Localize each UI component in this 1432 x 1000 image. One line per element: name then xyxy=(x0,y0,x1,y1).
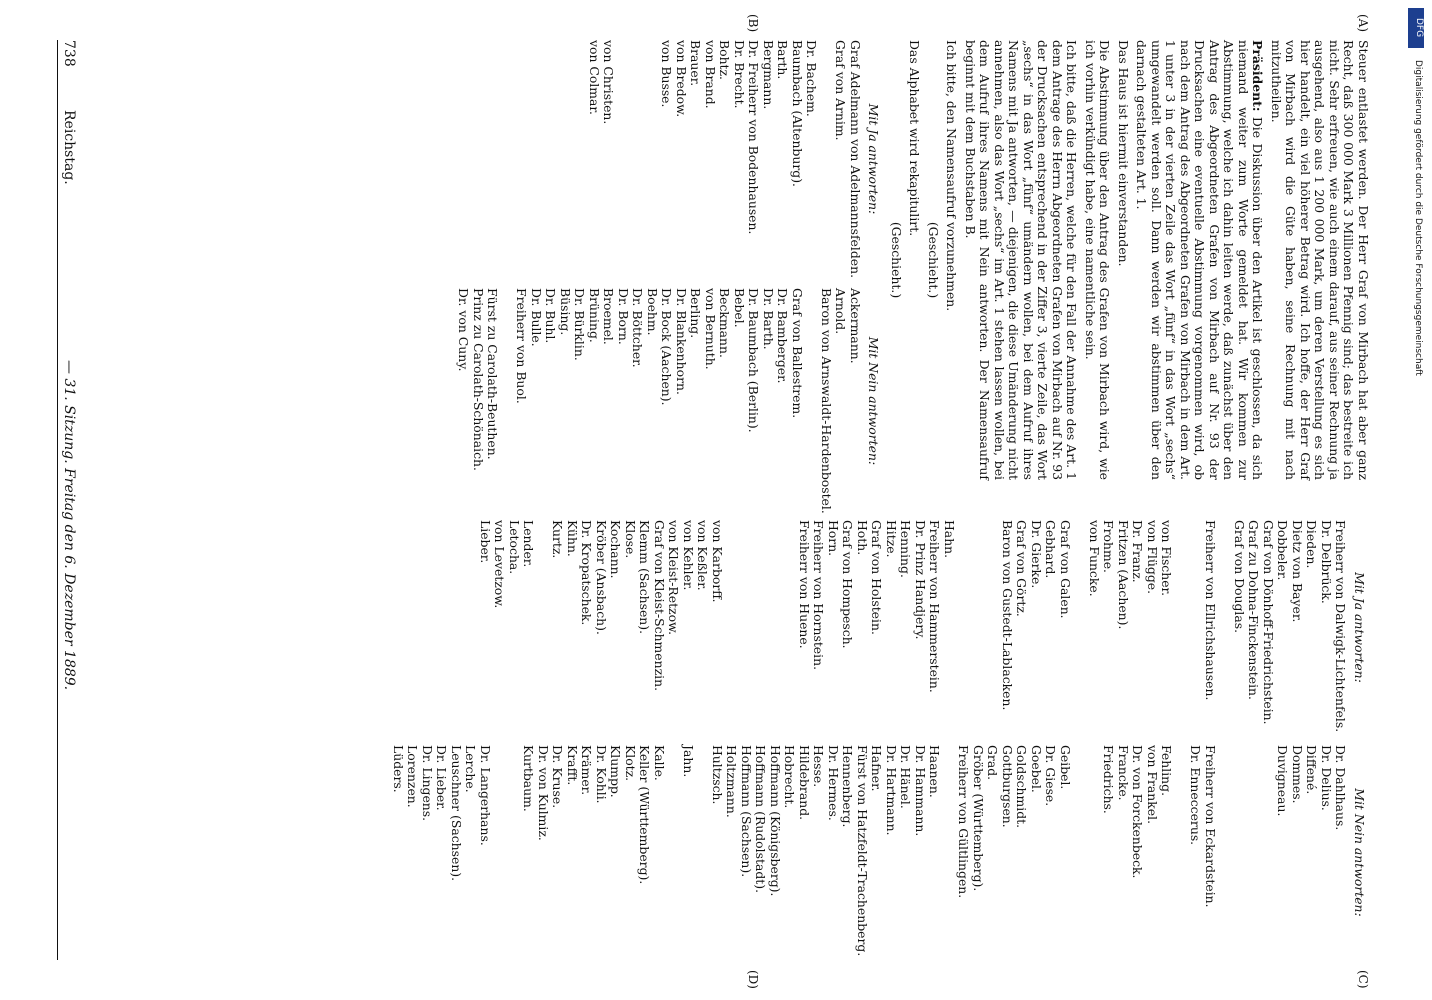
member-name: Krafft. xyxy=(565,745,580,786)
member-name: Dr. Prinz Handjery. xyxy=(913,520,928,640)
nein-list-left xyxy=(456,288,885,514)
member-name: Hildebrand. xyxy=(797,745,812,821)
member-name: Kurtbaum. xyxy=(521,745,537,812)
member-name: Francke. xyxy=(1116,745,1131,801)
member-name: Hoffmann (Rudolstadt). xyxy=(753,745,769,894)
member-name xyxy=(1174,745,1189,960)
member-name: Dr. Hänel. xyxy=(898,745,914,809)
member-name: Dr. Giese. xyxy=(1043,745,1059,807)
member-name: Letocha. xyxy=(507,520,522,575)
member-name: Gottburgsen. xyxy=(1000,745,1015,828)
member-name: Beckmann. xyxy=(717,288,733,358)
member-name: Dr. Delbrück. xyxy=(1319,520,1334,604)
member-name: Dr. Bulle. xyxy=(529,288,544,347)
nein-list-right xyxy=(391,745,1371,960)
member-name xyxy=(971,520,986,735)
nein-label: Mit Nein antworten: xyxy=(1352,788,1367,917)
member-name: Graf von Arnim. xyxy=(833,40,849,141)
member-name xyxy=(1072,745,1087,960)
member-name: Geibel. xyxy=(1058,745,1073,790)
member-name: Hennenberg. xyxy=(840,745,856,828)
member-name: Dr. Barth. xyxy=(761,288,776,350)
member-name xyxy=(492,745,507,960)
member-name: Keller (Württemberg). xyxy=(637,745,653,885)
member-name: Graf von Ballestrem. xyxy=(790,288,805,419)
member-name: Klumpp. xyxy=(608,745,624,798)
member-name: Graf von Douglas. xyxy=(1232,520,1247,634)
member-name: Dr. Bürklin. xyxy=(572,288,588,361)
member-name: Dr. Dahlhaus. xyxy=(1333,745,1349,831)
member-name: Jahn. xyxy=(681,745,696,778)
member-name: Hoth. xyxy=(855,520,870,556)
member-name: Dr. Born. xyxy=(616,288,631,345)
member-name: Graf zu Dohna-Finckenstein. xyxy=(1246,520,1262,700)
member-name xyxy=(500,288,515,514)
member-name: Fehling. xyxy=(1159,745,1175,797)
member-name: Goebel. xyxy=(1029,745,1044,793)
member-name: Dr. Kohli. xyxy=(594,745,609,804)
right-column xyxy=(100,520,1370,989)
member-name: Baron von Arnswaldt-Hardenbostel. xyxy=(819,288,834,514)
page-number: 738 xyxy=(61,40,77,67)
member-name: Graf von Galen. xyxy=(1058,520,1073,619)
member-name: Lender. xyxy=(521,520,537,568)
member-name: von Christen. xyxy=(601,40,617,125)
page-header xyxy=(57,40,80,960)
member-name xyxy=(753,520,768,735)
member-name: Dr. Delius. xyxy=(1319,745,1334,811)
member-name: Dr. Buhl. xyxy=(543,288,559,344)
header-session: — 31. Sitzung. Freitag den 6. Dezember 1889. xyxy=(61,360,77,691)
member-name: Grad. xyxy=(985,745,1001,781)
member-name: Freiherr von Dalwigk-Lichtenfels. xyxy=(1333,520,1349,733)
member-name: Prinz zu Carolath-Schönaich. xyxy=(471,288,486,471)
member-name xyxy=(804,288,819,514)
member-name: Klotz. xyxy=(623,745,638,782)
member-name: Fürst von Hatzfeldt-Trachenberg. xyxy=(855,745,870,957)
member-name: von Kehler. xyxy=(681,520,696,591)
member-name: Dr. Langerhans. xyxy=(478,745,493,846)
member-name: Horn. xyxy=(826,520,841,557)
member-name: von Bredow. xyxy=(674,40,689,118)
member-name: Gebhard. xyxy=(1043,520,1059,579)
member-name: Graf Adelmann von Adelmannsfelden. xyxy=(848,40,863,279)
ja-list-left xyxy=(456,40,885,278)
member-name: von Brand. xyxy=(703,40,718,109)
member-name: Krämer. xyxy=(579,745,595,796)
member-name: Dr. Enneccerus. xyxy=(1188,745,1204,846)
ja-label: Mit Ja antworten: xyxy=(1352,572,1367,683)
member-name: von Busse. xyxy=(659,40,675,108)
member-name: Holtzmann. xyxy=(724,745,740,818)
member-name: Ackermann. xyxy=(848,288,863,364)
member-name xyxy=(536,520,551,735)
member-name: Dieden. xyxy=(1304,520,1320,569)
member-name xyxy=(1174,520,1189,735)
president-label: Präsident: xyxy=(1250,40,1266,112)
header-title: Reichstag. xyxy=(61,110,77,185)
member-name: Graf von Görtz. xyxy=(1014,520,1030,617)
margin-mark-b: (B) xyxy=(746,14,760,33)
rollcall-paragraph: Ich bitte, den Namensaufruf vorzunehmen. xyxy=(944,40,960,312)
member-name: Goldschmidt. xyxy=(1014,745,1030,829)
vote-lists-left xyxy=(456,40,885,514)
member-name xyxy=(1217,520,1232,735)
member-name: Dr. Hammann. xyxy=(913,745,928,837)
member-name: Dr. Hermes. xyxy=(826,745,841,821)
vote-paragraph: Die Abstimmung über den Antrag des Grafen von Mirbach wird, wie ich vorhin verkündigt habe, eine namentliche sein. xyxy=(1083,40,1113,480)
member-name: Bohtz. xyxy=(717,40,733,80)
member-name xyxy=(695,745,710,960)
house-agrees: Das Haus ist hiermit einverstanden. xyxy=(1116,40,1131,267)
member-name xyxy=(507,745,522,960)
member-name: Dr. Bachem. xyxy=(804,40,820,117)
member-name: von Kleist-Retzow. xyxy=(666,520,682,636)
alphabet-paragraph: Das Alphabet wird rekapitulirt. xyxy=(907,40,923,237)
member-name: Dr. Freiherr von Bodenhausen. xyxy=(746,40,762,235)
margin-mark-c: (C) xyxy=(1356,970,1370,989)
member-name xyxy=(645,40,660,278)
member-name: Kühn. xyxy=(565,520,580,557)
ja-list-right xyxy=(391,520,1371,735)
member-name xyxy=(724,520,739,735)
member-name: Leuschner (Sachsen). xyxy=(449,745,464,882)
member-name xyxy=(1087,745,1102,960)
member-name: Freiherr von Hornstein. xyxy=(811,520,827,671)
member-name: Freiherr von Ellrichshausen. xyxy=(1203,520,1218,701)
nein-label: Mit Nein antworten: xyxy=(866,336,882,466)
member-name xyxy=(782,520,797,735)
member-name: Dietz von Bayer. xyxy=(1290,520,1305,623)
member-name: von Fischer. xyxy=(1159,520,1175,597)
member-name: Berling. xyxy=(688,288,704,339)
member-name: Hafner. xyxy=(869,745,885,792)
member-name: Büsing. xyxy=(558,288,573,336)
member-name: von Bernuth. xyxy=(703,288,718,370)
member-name xyxy=(1246,745,1261,960)
member-name: Dr. Kruse. xyxy=(550,745,566,809)
member-name: Boehm. xyxy=(645,288,660,336)
member-name xyxy=(1188,520,1203,735)
member-name: Graf von Kleist-Schmenzin. xyxy=(652,520,667,692)
member-name: Dr. Lieber. xyxy=(434,745,450,811)
member-name: Hultzsch. xyxy=(710,745,725,805)
member-name: Kurtz. xyxy=(550,520,566,559)
instruction-paragraph: Ich bitte, daß die Herren, welche für den Fall der Annahme des Art. 1 dem Antrage des Herrn Abgeordneten Grafen von Mirbach auf Nr. 93 der Drucksachen entsprechend in der Ziffer 3, vierte Zeile, das Wort „sechs“ in das Wort „fünf“ umändern wollen, bei dem Aufruf ihres Namens mit Ja antworten, — diejenigen, die diese Umänderung nicht annehmen, also das Wort „sechs“ im Art. 1 stehen lassen wollen, bei dem Aufruf ihres Namens mit Nein antworten. Der Namensaufruf beginnt mit dem Buchstaben B. xyxy=(963,40,1080,480)
member-name: Freiherr von Eckardstein. xyxy=(1203,745,1218,908)
member-name xyxy=(739,520,754,735)
geschieht-note: (Geschieht.) xyxy=(926,221,941,299)
member-name: Lerche. xyxy=(463,745,479,793)
member-name: Dr. Baumbach (Berlin). xyxy=(746,288,762,433)
member-name: Bebel. xyxy=(732,288,747,328)
member-name: von Flügge. xyxy=(1145,520,1160,595)
member-name xyxy=(1217,745,1232,960)
dfg-logo: DFG xyxy=(1408,8,1424,48)
member-name: Freiherr von Huene. xyxy=(797,520,812,649)
member-name: Dr. Gierke. xyxy=(1029,520,1044,589)
member-name: Hesse. xyxy=(811,745,827,788)
member-name: Bergmann. xyxy=(761,40,776,110)
member-name: Duvigneau. xyxy=(1275,745,1291,817)
member-name: Kalle. xyxy=(652,745,667,781)
member-name: von Levetzow. xyxy=(492,520,508,609)
member-name: Dr. von Forckenbeck. xyxy=(1130,745,1146,879)
left-column xyxy=(100,14,1371,514)
member-name: Lieber. xyxy=(478,520,493,564)
member-name: Dr. Böttcher. xyxy=(630,288,646,368)
dfg-funding-note: Digitalisierung gefördert durch die Deutsche Forschungsgemeinschaft xyxy=(1413,60,1423,376)
member-name: von Keßler. xyxy=(695,520,711,591)
member-name: Dr. Bock (Aachen). xyxy=(659,288,675,406)
member-name xyxy=(819,40,834,278)
margin-mark-a: (A) xyxy=(1356,14,1370,33)
member-name: von Funcke. xyxy=(1087,520,1102,597)
member-name xyxy=(616,40,631,278)
member-name: Baron von Gustedt-Lablacken. xyxy=(1000,520,1015,711)
member-name: von Frankel. xyxy=(1145,745,1160,825)
margin-mark-d: (D) xyxy=(746,970,760,989)
member-name: Fritzen (Aachen). xyxy=(1116,520,1131,630)
member-name: von Colmar. xyxy=(587,40,602,115)
member-name: Graf von Hompesch. xyxy=(840,520,856,649)
speech-paragraph: Steuer entlastet werden. Der Herr Graf von Mirbach hat aber ganz Recht, daß 300 000 Mark 3 Millionen Pfennig sind; das bestreite ich nicht. Sehr erfreuen, wie auch einem darauf, aus seiner Rechnung ja ausgehend, also aus 1 200 000 Mark, um deren Verstellung es sich hier handelt, ein viel höherer Betrag wird. Ich hoffe, der Herr Graf von Mirbach wird die Güte haben, seine Rechnung mit nach mitzutheilen. xyxy=(1269,40,1371,480)
member-name xyxy=(956,520,971,735)
member-name: Hobrecht. xyxy=(782,745,798,809)
member-name: Dr. Brecht. xyxy=(732,40,747,109)
member-name: Hoffmann (Königsberg). xyxy=(768,745,783,897)
member-name: von Karborff. xyxy=(710,520,725,603)
member-name: Freiherr von Buol. xyxy=(514,288,530,404)
member-name xyxy=(942,745,957,960)
member-name: Graf von Holstein. xyxy=(869,520,885,635)
member-name: Henning. xyxy=(898,520,914,578)
member-name: Friedrichs. xyxy=(1101,745,1117,814)
member-name: Dr. Lingens. xyxy=(420,745,435,822)
member-name: Dobbeler. xyxy=(1275,520,1291,581)
ja-label: Mit Ja antworten: xyxy=(866,103,882,215)
member-name: Frohme. xyxy=(1101,520,1117,573)
member-name: Dr. von Cuny. xyxy=(456,288,472,372)
member-name: Fürst zu Carolath-Beuthen. xyxy=(485,288,501,460)
member-name: Dr. Kropatschek. xyxy=(579,520,595,626)
member-name: Klemm (Sachsen). xyxy=(637,520,653,635)
member-name xyxy=(1072,520,1087,735)
member-name: Kochann. xyxy=(608,520,624,579)
member-name xyxy=(1261,745,1276,960)
member-name: Freiherr von Gültlingen. xyxy=(956,745,972,899)
member-name xyxy=(630,40,645,278)
member-name: Lüders. xyxy=(391,745,406,793)
member-name: Dr. Bamberger. xyxy=(775,288,791,384)
member-name xyxy=(768,520,783,735)
member-name: Dr. von Kulmiz. xyxy=(536,745,551,841)
president-text: Die Diskussion über den Artikel ist geschlossen, da sich niemand weiter zum Worte gemeldet hat. Wir kommen zur Abstimmung, welche ich dahin leiten werde, daß zunächst über den Antrag des Abgeordneten Grafen von Mirbach auf Nr. 93 der Drucksachen eine eventuelle Abstimmung vorgenommen wird, ob nach dem Antrag des Abgeordneten Grafen von Mirbach in dem Art. 1 unter 3 in der vierten Zeile das Wort „fünf“ in das Wort „sechs“ umgewandelt werden soll. Dann werden wir abstimmen über den darnach gestalteten Art. 1. xyxy=(1134,40,1266,480)
member-name: Broemel. xyxy=(601,288,617,345)
president-paragraph xyxy=(1134,40,1265,480)
member-name: Brauer. xyxy=(688,40,704,87)
member-name: Kröber (Ansbach). xyxy=(594,520,609,635)
member-name: Dr. Blankenhorn. xyxy=(674,288,689,395)
member-name: Hitze. xyxy=(884,520,899,558)
member-name: Dr. Hartmann. xyxy=(884,745,899,836)
member-name: Hahn. xyxy=(942,520,957,559)
member-name: Arnold. xyxy=(833,288,849,335)
member-name: Baumbach (Altenburg). xyxy=(790,40,805,187)
member-name: Dr. Franz. xyxy=(1130,520,1146,583)
member-name: Haanen. xyxy=(927,745,943,798)
member-name: Brüning. xyxy=(587,288,602,343)
member-name: Lorenzen. xyxy=(405,745,421,808)
member-name xyxy=(666,745,681,960)
member-name: Gröber (Württemberg). xyxy=(971,745,986,892)
member-name: Graf von Dönhoff-Friedrichstein. xyxy=(1261,520,1276,725)
geschieht-note: (Geschieht.) xyxy=(889,221,904,299)
member-name xyxy=(1232,745,1247,960)
member-name xyxy=(985,520,1000,735)
member-name: Freiherr von Hammerstein. xyxy=(927,520,943,693)
member-name: Barth. xyxy=(775,40,791,80)
member-name: Diffené. xyxy=(1304,745,1320,795)
member-name: Hoffmann (Sachsen). xyxy=(739,745,754,878)
member-name: Dommes. xyxy=(1290,745,1305,804)
member-name: Klose. xyxy=(623,520,638,559)
vote-lists-right xyxy=(391,520,1371,960)
